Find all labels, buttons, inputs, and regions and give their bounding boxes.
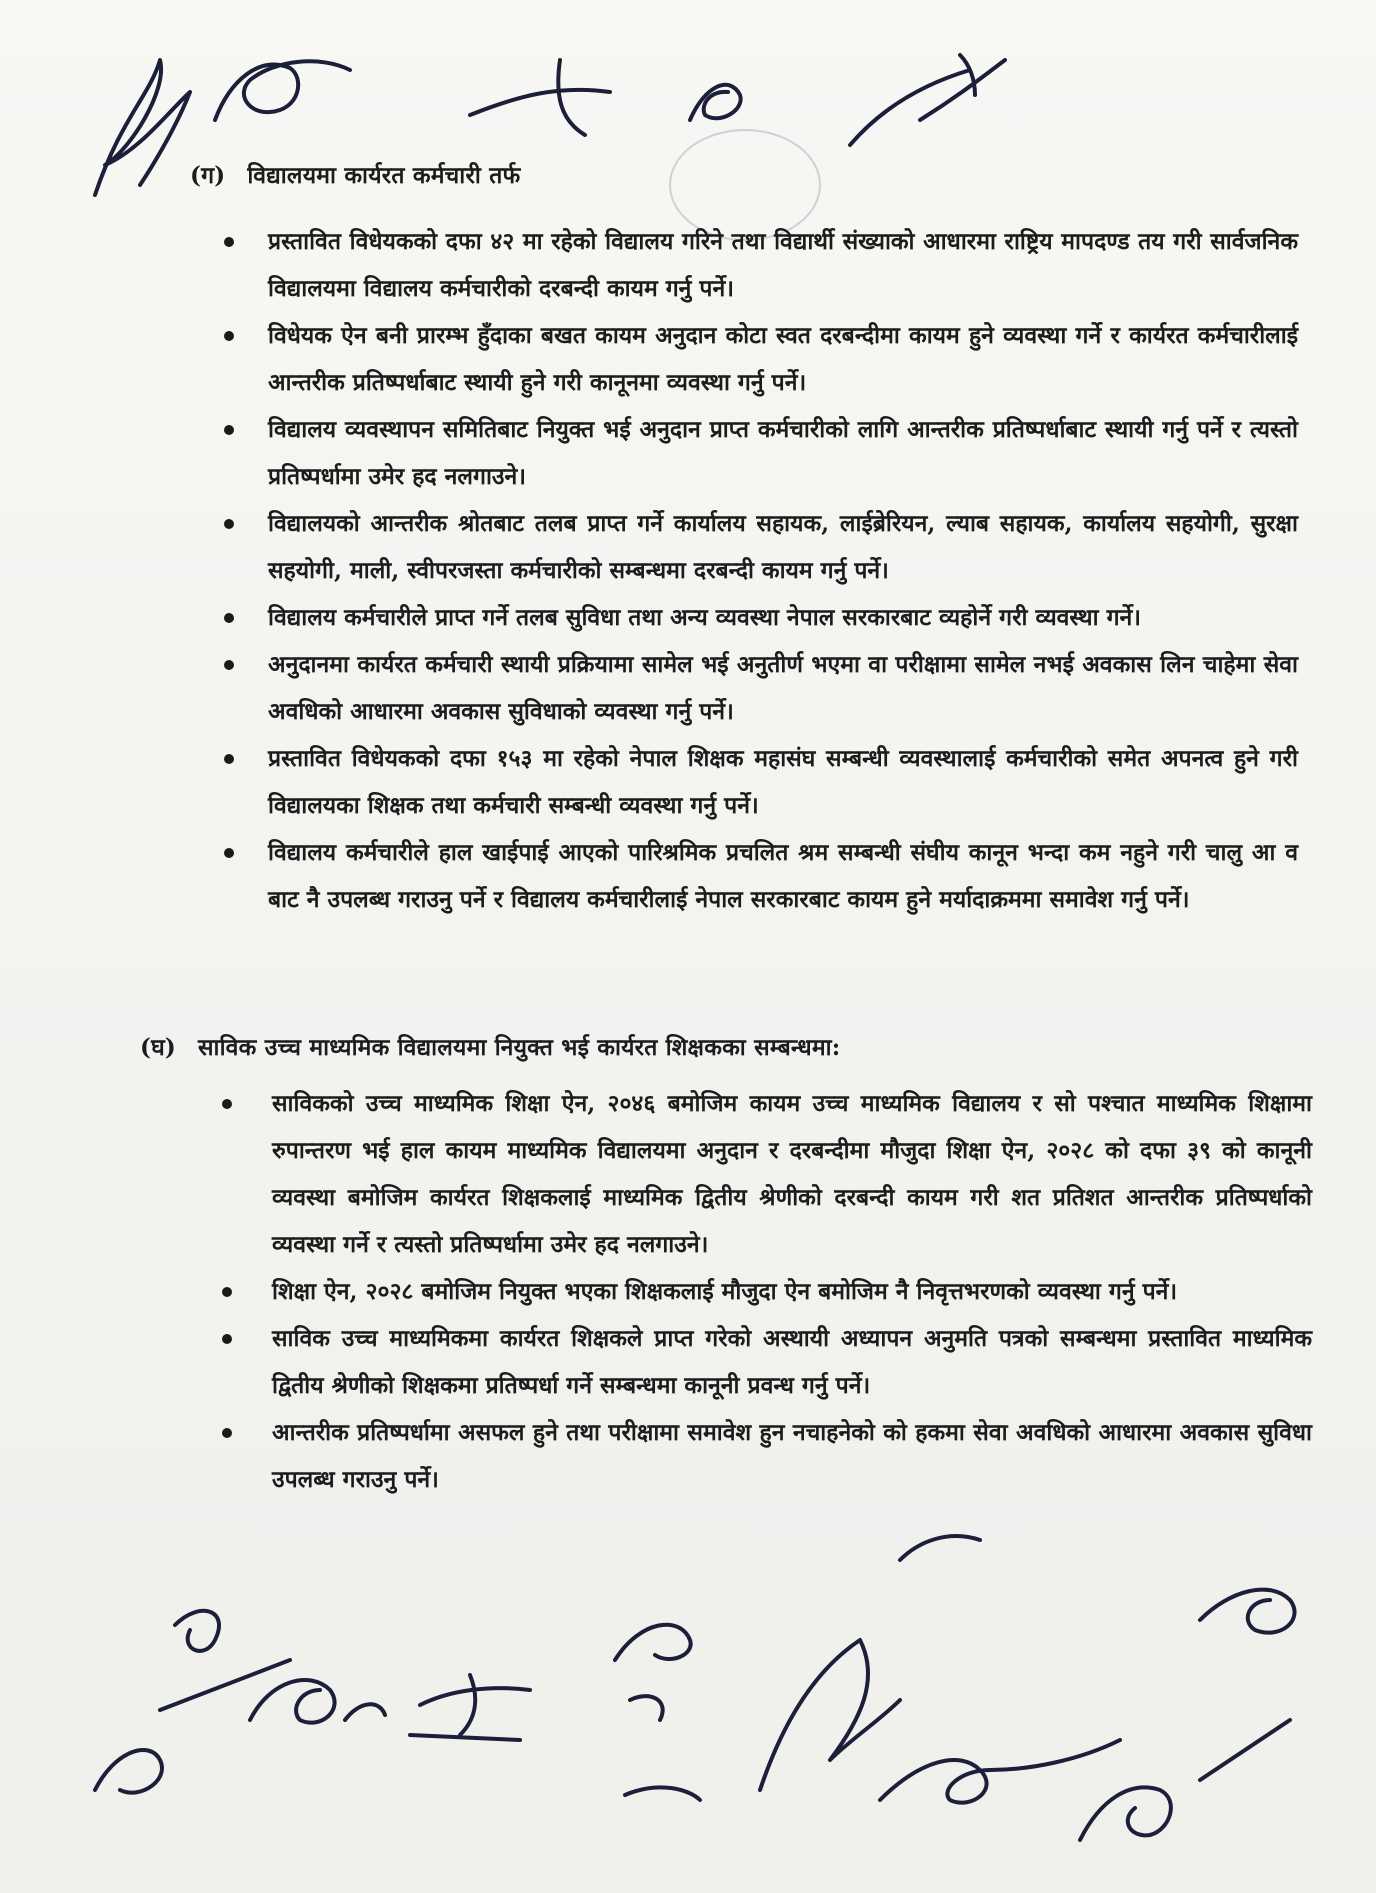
bullet-icon	[224, 848, 234, 858]
signature-top-2	[215, 61, 350, 120]
bullet-icon	[224, 237, 234, 247]
section-gh-marker: (घ)	[140, 1034, 176, 1061]
list-item	[272, 1409, 1312, 1503]
list-item-text: शिक्षा ऐन, २०२८ बमोजिम नियुक्त भएका शिक्षकलाई मौजुदा ऐन बमोजिम नै निवृत्तभरणको व्यवस्था गर्नु पर्ने।	[272, 1278, 1178, 1305]
signature-bottom-8	[1200, 1590, 1295, 1633]
list-item	[272, 1268, 1312, 1315]
section-g-marker: (ग)	[190, 162, 226, 189]
signature-bottom-5	[760, 1536, 980, 1790]
bullet-icon	[224, 331, 234, 341]
list-item	[268, 406, 1298, 500]
bullet-icon	[224, 519, 234, 529]
section-gh-heading	[140, 1030, 840, 1062]
list-item-text: विधेयक ऐन बनी प्रारम्भ हुँदाका बखत कायम अनुदान कोटा स्वत दरबन्दीमा कायम हुने व्यवस्था गर्ने र कार्यरत कर्मचारीलाई आन्तरीक प्रतिष्पर्धाबाट स्थायी हुने गरी कानूनमा व्यवस्था गर्नु पर्ने।	[268, 322, 1298, 396]
signature-bottom-6	[880, 1740, 1120, 1803]
list-item-text: प्रस्तावित विधेयकको दफा १५३ मा रहेको नेपाल शिक्षक महासंघ सम्बन्धी व्यवस्थालाई कर्मचारीको समेत अपनत्व हुने गरी विद्यालयका शिक्षक तथा कर्मचारी सम्बन्धी व्यवस्था गर्नु पर्ने।	[268, 745, 1298, 819]
list-item	[268, 500, 1298, 594]
list-item	[268, 594, 1298, 641]
bullet-icon	[224, 660, 234, 670]
section-gh-title: साविक उच्च माध्यमिक विद्यालयमा नियुक्त भई कार्यरत शिक्षकका सम्बन्धमा:	[197, 1034, 841, 1061]
list-item	[268, 735, 1298, 829]
signature-top-3	[470, 60, 610, 135]
section-g-heading	[190, 158, 520, 190]
bullet-icon	[224, 754, 234, 764]
signature-top-5	[850, 55, 1005, 145]
list-item	[268, 312, 1298, 406]
section-g-list	[268, 218, 1298, 923]
bullet-icon	[222, 1099, 232, 1109]
bullet-icon	[224, 425, 234, 435]
list-item-text: साविक उच्च माध्यमिकमा कार्यरत शिक्षकले प्राप्त गरेको अस्थायी अध्यापन अनुमति पत्रको सम्बन्धमा प्रस्तावित माध्यमिक द्वितीय श्रेणीको शिक्षकमा प्रतिष्पर्धा गर्ने सम्बन्धमा कानूनी प्रवन्ध गर्नु पर्ने।	[272, 1325, 1312, 1399]
list-item-text: अनुदानमा कार्यरत कर्मचारी स्थायी प्रक्रियामा सामेल भई अनुतीर्ण भएमा वा परीक्षामा सामेल नभई अवकास लिन चाहेमा सेवा अवधिको आधारमा अवकास सुविधाको व्यवस्था गर्नु पर्ने।	[268, 651, 1298, 725]
bullet-icon	[224, 613, 234, 623]
list-item-text: साविकको उच्च माध्यमिक शिक्षा ऐन, २०४६ बमोजिम कायम उच्च माध्यमिक विद्यालय र सो पश्चात माध्यमिक शिक्षामा रुपान्तरण भई हाल कायम माध्यमिक विद्यालयमा अनुदान र दरबन्दीमा मौजुदा शिक्षा ऐन, २०२८ को दफा ३९ को कानूनी व्यवस्था बमोजिम कार्यरत शिक्षकलाई माध्यमिक द्वितीय श्रेणीको दरबन्दी कायम गरी शत प्रतिशत आन्तरीक प्रतिष्पर्धाको व्यवस्था गर्ने र त्यस्तो प्रतिष्पर्धामा उमेर हद नलगाउने।	[272, 1090, 1312, 1258]
list-item-text: विद्यालय कर्मचारीले हाल खाईपाई आएको पारिश्रमिक प्रचलित श्रम सम्बन्धी संघीय कानून भन्दा कम नहुने गरी चालु आ व बाट नै उपलब्ध गराउनु पर्ने र विद्यालय कर्मचारीलाई नेपाल सरकारबाट कायम हुने मर्यादाक्रममा समावेश गर्नु पर्ने।	[268, 839, 1298, 913]
signature-bottom-7	[1080, 1720, 1290, 1840]
list-item-text: विद्यालय कर्मचारीले प्राप्त गर्ने तलब सुविधा तथा अन्य व्यवस्था नेपाल सरकारबाट व्यहोर्ने गरी व्यवस्था गर्ने।	[268, 604, 1142, 631]
list-item-text: आन्तरीक प्रतिष्पर्धामा असफल हुने तथा परीक्षामा समावेश हुन नचाहनेको को हकमा सेवा अवधिको आधारमा अवकास सुविधा उपलब्ध गराउनु पर्ने।	[272, 1419, 1312, 1493]
list-item	[268, 218, 1298, 312]
signature-top-4	[690, 85, 741, 120]
signature-bottom-1	[95, 1611, 290, 1793]
list-item-text: विद्यालय व्यवस्थापन समितिबाट नियुक्त भई अनुदान प्राप्त कर्मचारीको लागि आन्तरीक प्रतिष्पर्धाबाट स्थायी गर्नु पर्ने र त्यस्तो प्रतिष्पर्धामा उमेर हद नलगाउने।	[268, 416, 1298, 490]
bullet-icon	[222, 1334, 232, 1344]
list-item	[272, 1315, 1312, 1409]
list-item-text: विद्यालयको आन्तरीक श्रोतबाट तलब प्राप्त गर्ने कार्यालय सहायक, लाईब्रेरियन, ल्याब सहायक, कार्यालय सहयोगी, सुरक्षा सहयोगी, माली, स्वीपरजस्ता कर्मचारीको सम्बन्धमा दरबन्दी कायम गर्नु पर्ने।	[268, 510, 1298, 584]
list-item	[272, 1080, 1312, 1268]
section-gh-list	[272, 1080, 1312, 1503]
signature-top-1	[95, 60, 190, 195]
bullet-icon	[222, 1428, 232, 1438]
bullet-icon	[222, 1287, 232, 1297]
list-item	[268, 641, 1298, 735]
section-g-title: विद्यालयमा कार्यरत कर्मचारी तर्फ	[247, 162, 521, 189]
signature-bottom-3	[410, 1675, 530, 1740]
signature-bottom-2	[250, 1680, 385, 1723]
signature-bottom-4	[615, 1625, 700, 1800]
list-item-text: प्रस्तावित विधेयकको दफा ४२ मा रहेको विद्यालय गरिने तथा विद्यार्थी संख्याको आधारमा राष्ट्रिय मापदण्ड तय गरी सार्वजनिक विद्यालयमा विद्यालय कर्मचारीको दरबन्दी कायम गर्नु पर्ने।	[268, 228, 1298, 302]
list-item	[268, 829, 1298, 923]
